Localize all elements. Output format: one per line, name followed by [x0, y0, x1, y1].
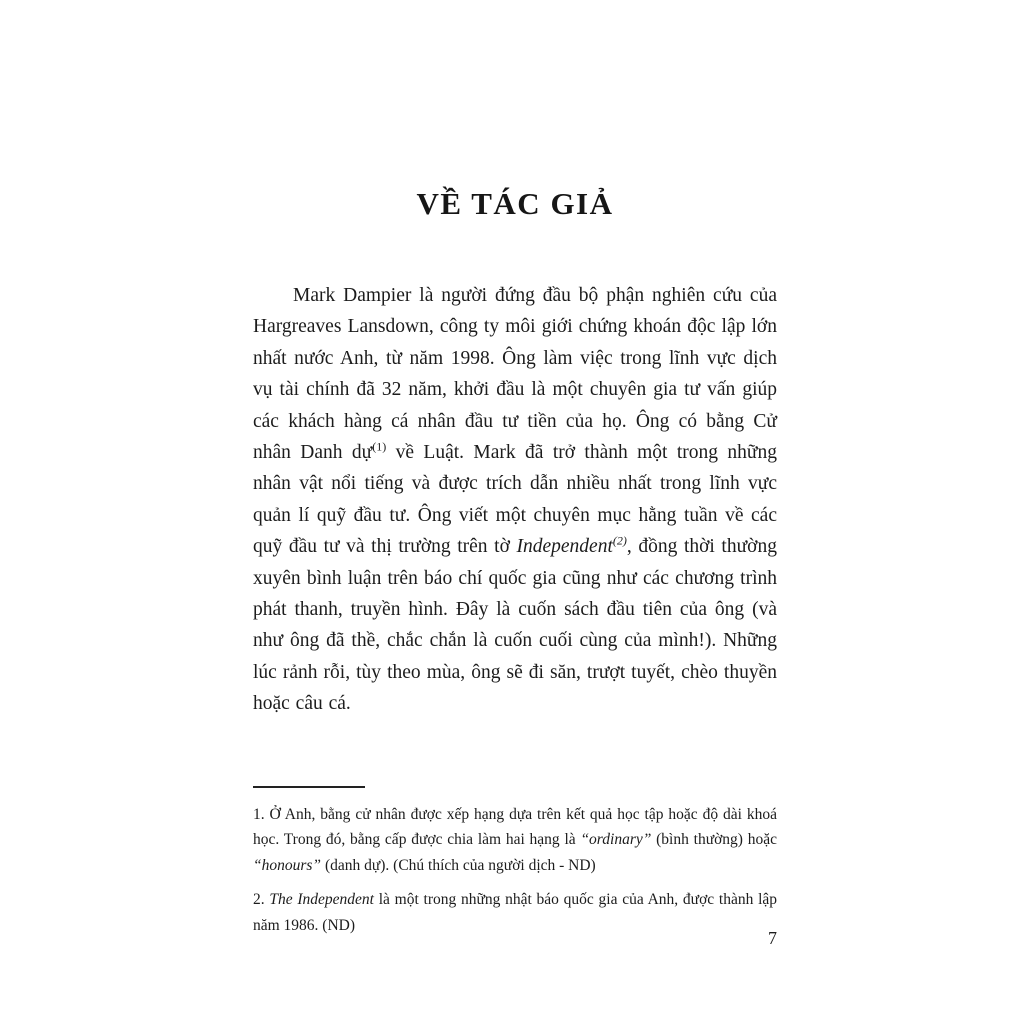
footnote-divider	[253, 786, 365, 788]
footnote-1: 1. Ở Anh, bằng cử nhân được xếp hạng dựa trên kết quả học tập hoặc độ dài khoá học. Trong đó, bằng cấp được chia làm hai hạng là “ordinary” (bình thường) hoặc “honours” (danh dự). (Chú thích của người dịch - ND)	[253, 805, 777, 874]
page-number: 7	[768, 928, 777, 948]
page-title: VỀ TÁC GIẢ	[416, 186, 614, 221]
footnote-2: 2. The Independent là một trong những nhật báo quốc gia của Anh, được thành lập năm 1986. (ND)	[253, 891, 778, 934]
content-column	[253, 186, 777, 947]
author-bio-paragraph: Mark Dampier là người đứng đầu bộ phận nghiên cứu của Hargreaves Lansdown, công ty môi giới chứng khoán độc lập lớn nhất nước Anh, từ năm 1998. Ông làm việc trong lĩnh vực dịch vụ tài chính đã 32 năm, khởi đầu là một chuyên gia tư vấn giúp các khách hàng cá nhân đầu tư tiền của họ. Ông có bằng Cử nhân Danh dự$^{(1)}$ về Luật. Mark đã trở thành một trong những nhân vật nổi tiếng và được trích dẫn nhiều nhất trong lĩnh vực quản lí quỹ đầu tư. Ông viết một chuyên mục hằng tuần về các quỹ đầu tư và thị trường trên tờ Independent$^{(2)}$, đồng thời thường xuyên bình luận trên báo chí quốc gia cũng như các chương trình phát thanh, truyền hình. Đây là cuốn sách đầu tiên của ông (và như ông đã thề, chắc chắn là cuốn cuối cùng của mình!). Những lúc rảnh rỗi, tùy theo mùa, ông sẽ đi săn, trượt tuyết, chèo thuyền hoặc câu cá.	[253, 285, 777, 715]
